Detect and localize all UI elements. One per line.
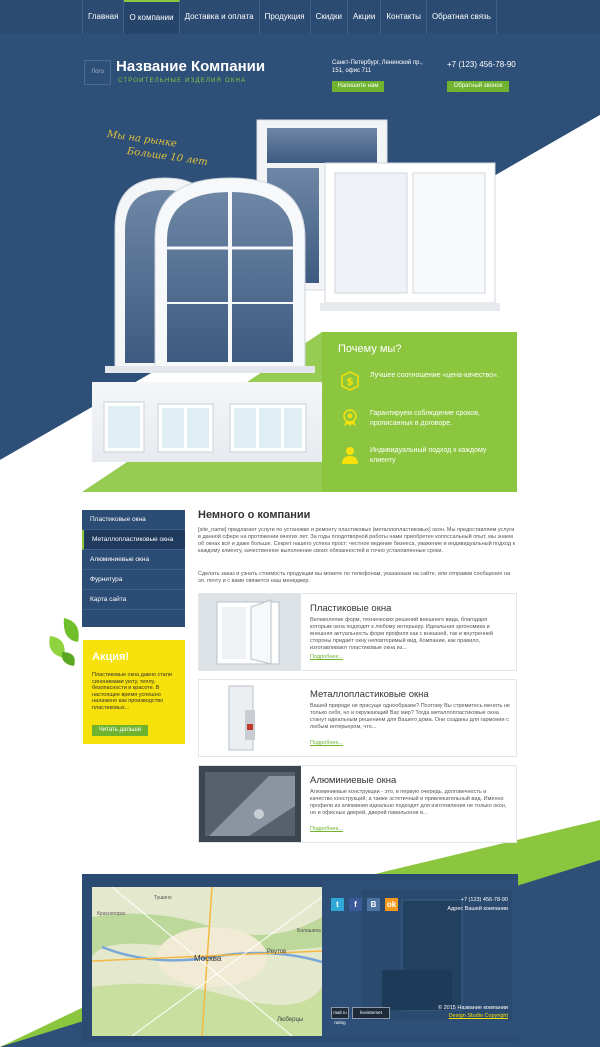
metalplastic-profile-image: [199, 680, 301, 756]
odnoklassniki-icon[interactable]: ok: [386, 900, 397, 909]
company-name: Название Компании: [116, 58, 266, 75]
write-us-button[interactable]: Напишите нам: [332, 81, 384, 92]
map-label: Тушино: [154, 895, 172, 901]
person-icon: [340, 445, 360, 465]
nav-item-promotions[interactable]: Акции: [348, 0, 381, 34]
sidebar-item-hardware[interactable]: Фурнитура: [82, 570, 185, 590]
product-card: [198, 765, 517, 843]
windows-strip: [92, 382, 322, 462]
design-studio-link[interactable]: Design Studio Copyright: [448, 1013, 508, 1019]
card-title: Алюминиевые окна: [310, 775, 397, 786]
sidebar-item-metalplastic[interactable]: Металлопластиковые окна: [82, 530, 185, 550]
header-address: Санкт-Петербург, Ленинский пр., 151, офис 711: [332, 60, 423, 74]
map-label: Реутов: [267, 949, 287, 955]
location-map[interactable]: [92, 887, 322, 1036]
sidebar-menu: [82, 510, 185, 627]
map-label: Балашиха: [297, 928, 321, 934]
svg-text:$: $: [346, 375, 354, 388]
map-label: Москва: [194, 954, 222, 963]
why-item-1: Лучшее соотношение «цена-качество».: [370, 372, 499, 379]
medal-icon: [340, 407, 360, 427]
vk-icon[interactable]: В: [367, 898, 380, 911]
sidebar-item-plastic[interactable]: Пластиковые окна: [82, 510, 185, 530]
card-more-link[interactable]: Подробнее...: [310, 740, 344, 746]
map-label: Люберцы: [277, 1017, 304, 1023]
footer-phone: +7 (123) 456-78-90: [460, 897, 508, 903]
card-title: Металлопластиковые окна: [310, 689, 429, 700]
nav-item-feedback[interactable]: Обратная связь: [427, 0, 497, 34]
product-card: [198, 593, 517, 671]
product-card: [198, 679, 517, 757]
callback-button[interactable]: Обратный звонок: [447, 81, 509, 92]
footer-address: Адрес Вашей компании: [447, 906, 508, 912]
nav-item-delivery[interactable]: Доставка и оплата: [180, 0, 260, 34]
slogan-line-2: Больше 10 лет: [126, 145, 209, 169]
nav-item-about[interactable]: О компании: [124, 0, 179, 34]
twitter-icon[interactable]: t: [331, 898, 344, 911]
nav-item-contacts[interactable]: Контакты: [381, 0, 427, 34]
about-paragraph-2: Сделать заказ и узнать стоимость продукции вы можете по телефонам, указанным на сайте, или отправив сообщение на эл. почту и с вами свяжется наш менеджер.: [198, 571, 511, 584]
coin-icon: [340, 371, 360, 391]
logo[interactable]: Лого: [84, 60, 111, 85]
card-more-link[interactable]: Подробнее...: [310, 826, 344, 832]
promo-text: Пластиковые окна давно стали синонимами уюту, теплу, безопасности и красоте. В настоящее время успешно налажено как производство пластиковых...: [92, 672, 173, 711]
why-item-3: Индивидуальный подход к каждому клиенту: [370, 447, 487, 464]
facebook-icon[interactable]: f: [349, 898, 362, 911]
card-text: Алюминиевые конструкции - это, в первую очередь, долговечность и качество конструкций, а также эстетичный и привлекательный вид. Именно профили из алюминия идеально подходят для изготовления не только окон, но и офисных дверей, дверей павильонов и...: [310, 789, 507, 816]
why-us-title: Почему мы?: [338, 343, 402, 355]
company-tagline: СТРОИТЕЛЬНЫЕ ИЗДЕЛИЯ ОКНА: [118, 78, 247, 84]
about-title: Немного о компании: [198, 509, 311, 521]
footer-copyright: © 2015 Название компании: [438, 1005, 508, 1011]
leaf-decoration: [42, 612, 88, 668]
promo-title: Акция!: [92, 651, 130, 663]
aluminum-window-image: [199, 766, 301, 842]
sidebar-item-sitemap[interactable]: Карта сайта: [82, 590, 185, 610]
mailru-rating-badge[interactable]: mail.ru rating: [331, 1007, 349, 1019]
slogan-line-1: Мы на рынке: [106, 128, 178, 150]
liveinternet-badge[interactable]: liveinternet: [352, 1007, 390, 1019]
nav-item-products[interactable]: Продукция: [260, 0, 311, 34]
about-paragraph-1: [site_name] предлагает услуги по установке и ремонту пластиковых (металлопластиковых) окон. Мы предоставляем услуги в данной сфере на протяжении многих лет. За годы плодотворной работы нами приобретен колоссальный опыт, мы знаем об окнах всё и даже больше. Секрет нашего успеха прост: честное ведение бизнеса, уважение и индивидуальный подход к каждому клиенту, качественное выполнение своих обязанностей в точно установленные сроки.: [198, 527, 516, 554]
sidebar-item-aluminum[interactable]: Алюминиевые окна: [82, 550, 185, 570]
main-nav: [82, 0, 518, 34]
card-title: Пластиковые окна: [310, 603, 392, 614]
promo-read-more-button[interactable]: Читать дальше: [92, 725, 148, 736]
header-phone: +7 (123) 456-78-90: [447, 60, 516, 69]
card-text: Великолепие форм, технических решений внешнего вида, благодаря которым окна подходят к любому интерьеру. Идеальная эргономика и внешняя актуальность форм профиля как с внешней, так и внутренней стороны придаёт окну неповторимый вид. Компании, как правило, изготавливают пластиковые окна из...: [310, 617, 494, 651]
map-label: Красногорск: [97, 911, 126, 917]
nav-item-home[interactable]: Главная: [82, 0, 124, 34]
nav-item-discounts[interactable]: Скидки: [311, 0, 348, 34]
why-item-2: Гарантируем соблюдение сроков, прописанных в договоре.: [370, 410, 480, 427]
plastic-window-image: [199, 594, 301, 670]
card-more-link[interactable]: Подробнее...: [310, 654, 344, 660]
card-text: Вашей природе не присуще однообразие? Поэтому Вы стремитесь менять не только себя, но и окружающий Вас мир? Тогда металлопластиковые окна станут идеальным решением для Вашего дома. Они созданы для гармонии с любым интерьером, что...: [310, 703, 510, 730]
